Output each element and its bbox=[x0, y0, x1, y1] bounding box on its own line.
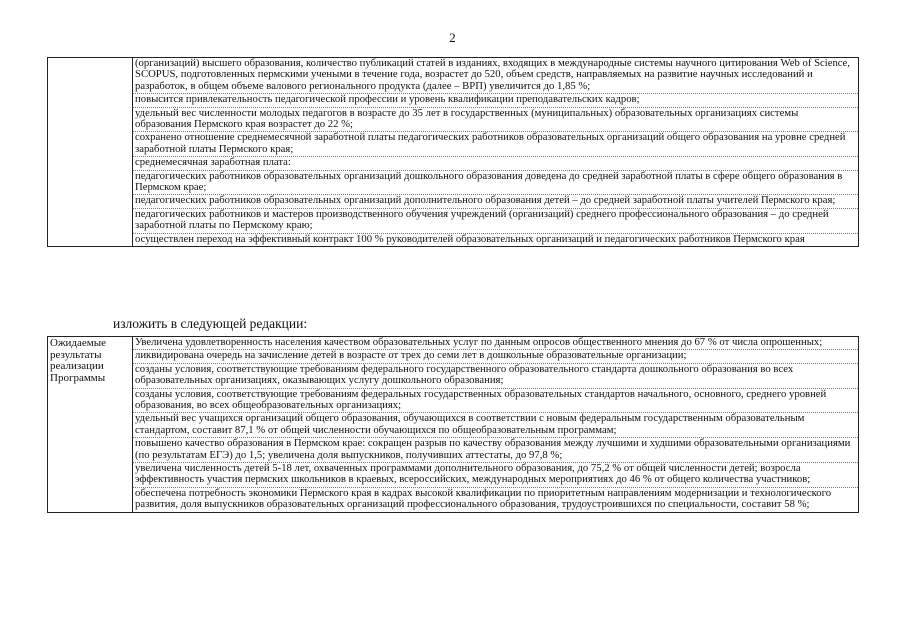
list-item: осуществлен переход на эффективный контракт 100 % руководителей образовательных организаций и педагогических работников Пермского края bbox=[135, 232, 805, 245]
table-label-cell: Ожидаемые результаты реализации Программы bbox=[48, 337, 133, 513]
list-item: ликвидирована очередь на зачисление детей в возрасте от трех до семи лет в дошкольные образовательные организации; bbox=[133, 350, 858, 363]
continuation-text: изложить в следующей редакции: bbox=[113, 316, 308, 331]
expected-results-table-old bbox=[47, 57, 859, 247]
expected-results-table-new bbox=[47, 336, 859, 513]
list-item: педагогических работников и мастеров производственного обучения учреждений (организаций) среднего профессионального образования – до средней заработной платы по Пермскому краю; bbox=[133, 209, 858, 234]
list-item: Увеличена удовлетворенность населения качеством образовательных услуг по данным опросов общественного мнения до 67 % от числа опрошенных; bbox=[133, 337, 858, 350]
list-item: педагогических работников образовательных организаций дошкольного образования доведена до средней заработной платы в сфере общего образования в Пермском крае; bbox=[133, 171, 858, 196]
list-item: повышено качество образования в Пермском крае: сокращен разрыв по качеству образования между лучшими и худшими образовательными организациями (по результатам ЕГЭ) до 1,5; увеличена доля выпускников, получивших аттестаты, до 97,8 %; bbox=[133, 438, 858, 463]
page-number: 2 bbox=[449, 30, 456, 45]
list-item: удельный вес учащихся организаций общего образования, обучающихся в соответствии с новым федеральным государственным образовательным стандартом, составит 87,1 % от общей численности обучающихся по общеобразовательным программам; bbox=[133, 413, 858, 438]
list-item: увеличена численность детей 5-18 лет, охваченных программами дополнительного образования, до 75,2 % от общей численности детей; возросла эффективность участия пермских школьников в краевых, всероссийских, международных мероприятиях до 46 % от общего количества участников; bbox=[133, 463, 858, 488]
list-item: среднемесячная заработная плата: bbox=[133, 157, 858, 170]
list-item: созданы условия, соответствующие требованиям федеральных государственных образовательных стандартов начального, основного, среднего уровней образования, во всех общеобразовательных организациях; bbox=[133, 389, 858, 414]
list-item: созданы условия, соответствующие требованиям федерального государственного образовательного стандарта дошкольного образования во всех образовательных организациях, оказывающих услугу дошкольного образования; bbox=[133, 364, 858, 389]
list-item: сохранено отношение среднемесячной заработной платы педагогических работников образовательных организаций общего образования на уровне средней заработной платы Пермского края; bbox=[133, 132, 858, 157]
list-item: удельный вес численности молодых педагогов в возрасте до 35 лет в государственных (муниципальных) образовательных организациях системы образования Пермского края возрастет до 22 %; bbox=[133, 108, 858, 133]
table-label-cell bbox=[48, 58, 133, 247]
table-content-cell bbox=[133, 58, 859, 247]
list-item: педагогических работников образовательных организаций дополнительного образования детей – до средней заработной платы учителей Пермского края; bbox=[133, 195, 858, 208]
list-item: обеспечена потребность экономики Пермского края в кадрах высокой квалификации по приоритетным направлениям модернизации и технологического развития, доля выпускников образовательных организаций профессионального образования, трудоустроившихся по специальности, составит 58 %; bbox=[135, 486, 832, 511]
list-item: (организаций) высшего образования, количество публикаций статей в изданиях, входящих в международные системы научного цитирования Web of Science, SCOPUS, подготовленных пермскими учеными в течение года, возрастет до 520, объем средств, направляемых на развитие научных исследований и разработок, в общем объеме валового регионального продукта (далее – ВРП) увеличится до 1,85 %; bbox=[133, 58, 858, 94]
table-content-cell bbox=[133, 337, 859, 513]
list-item: повысится привлекательность педагогической профессии и уровень квалификации преподавательских кадров; bbox=[133, 94, 858, 107]
